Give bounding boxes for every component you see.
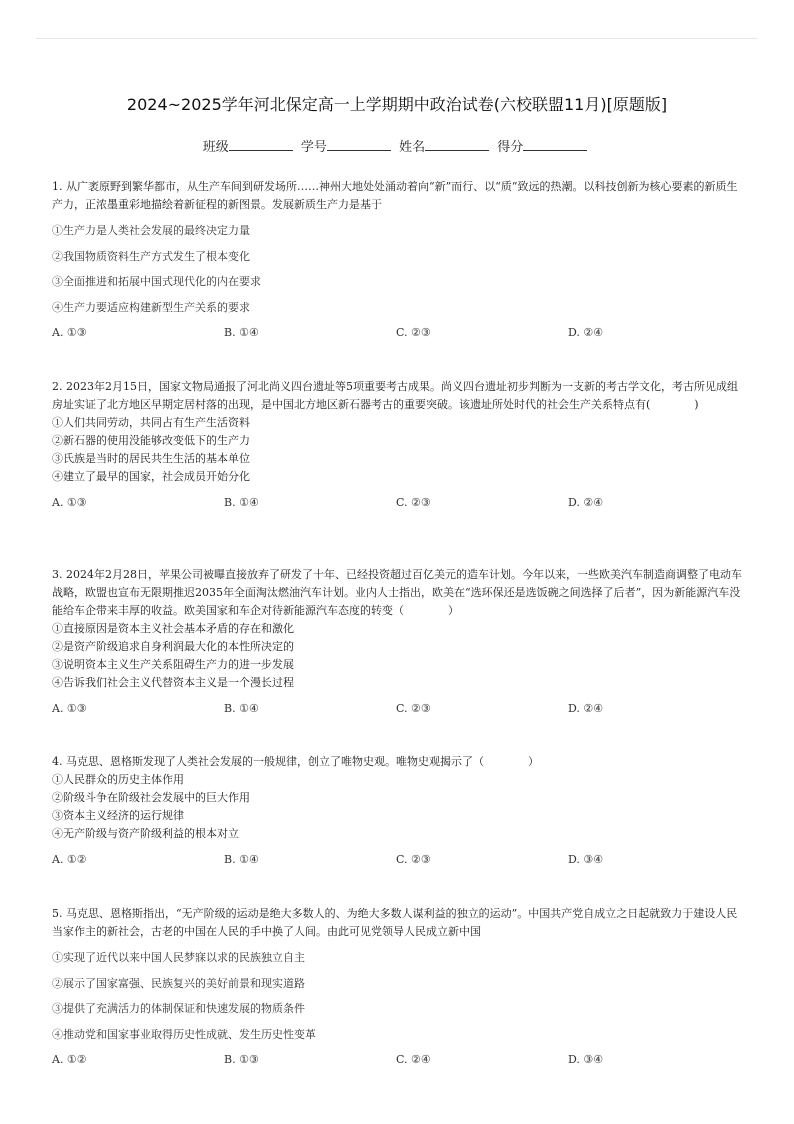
question-4 [52,753,742,869]
answer-choices [52,702,742,718]
option-1: ①直接原因是资本主义社会基本矛盾的存在和激化 [52,622,294,635]
answer-choices [52,496,742,512]
choice-d[interactable]: D. ②④ [568,496,604,509]
question-stem: 2. 2023年2月15日，国家文物局通报了河北尚义四台遗址等5项重要考古成果。尚义四台遗址初步判断为一支新的考古学文化，考古所见成组房址实证了北方地区早期定居村落的出现，是中国北方地区新石器考古的重要突破。该遗址所处时代的社会生产关系特点有( ) [52,380,738,411]
question-5 [52,905,742,1069]
answer-choices [52,326,742,342]
option-2: ②展示了国家富强、民族复兴的美好前景和现实道路 [52,976,305,990]
student-info-row [0,136,794,155]
answer-choices [52,853,742,869]
choice-b[interactable]: B. ①④ [224,702,259,715]
option-3: ③氏族是当时的居民共生生活的基本单位 [52,452,250,465]
choice-c[interactable]: C. ②③ [396,853,431,866]
page-title: 2024~2025学年河北保定高一上学期期中政治试卷(六校联盟11月)[原题版] [126,95,668,114]
option-1: ①人们共同劳动，共同占有生产生活资料 [52,416,250,429]
class-label: 班级 [202,140,229,155]
number-blank [327,138,391,151]
option-4: ④建立了最早的国家，社会成员开始分化 [52,470,250,483]
choice-b[interactable]: B. ①④ [224,326,259,340]
option-4: ④生产力要适应构建新型生产关系的要求 [52,300,250,314]
class-blank [229,138,293,151]
question-stem: 1. 从广袤原野到繁华都市，从生产车间到研发场所……神州大地处处涌动着向“新”而行、以“质”致远的热潮。以科技创新为核心要素的新质生产力，正浓墨重彩地描绘着新征程的新图景。发展新质生产力是基于 [52,180,738,211]
option-2: ②我国物质资料生产方式发生了根本变化 [52,249,250,263]
name-label: 姓名 [399,140,426,155]
option-4: ④推动党和国家事业取得历史性成就、发生历史性变革 [52,1027,316,1041]
answer-choices [52,1053,742,1069]
choice-b[interactable]: B. ①④ [224,853,259,866]
choice-a[interactable]: A. ①③ [52,702,87,715]
choice-a[interactable]: A. ①② [52,853,87,866]
question-1 [52,178,742,342]
choice-d[interactable]: D. ③④ [568,1053,604,1067]
choice-d[interactable]: D. ②④ [568,326,604,340]
choice-d[interactable]: D. ②④ [568,702,604,715]
option-3: ③说明资本主义生产关系阻碍生产力的进一步发展 [52,658,294,671]
option-2: ②新石器的使用没能够改变低下的生产力 [52,434,250,447]
question-2 [52,378,742,512]
choice-a[interactable]: A. ①③ [52,326,87,340]
question-stem: 5. 马克思、恩格斯指出，“无产阶级的运动是绝大多数人的、为绝大多数人谋利益的独立的运动”。中国共产党自成立之日起就致力于建设人民当家作主的新社会，古老的中国在人民的手中换了人间。由此可见党领导人民成立新中国 [52,907,738,938]
choice-c[interactable]: C. ②③ [396,496,431,509]
option-1: ①实现了近代以来中国人民梦寐以求的民族独立自主 [52,951,305,964]
option-1: ①人民群众的历史主体作用 [52,773,184,786]
choice-c[interactable]: C. ②③ [396,702,431,715]
question-stem: 3. 2024年2月28日，苹果公司被曝直接放弃了研发了十年、已经投资超过百亿美元的造车计划。今年以来，一些欧美汽车制造商调整了电动车战略，欧盟也宣布无限期推迟2035年全面淘汰燃油汽车计划。业内人士指出，欧美在“选环保还是选饭碗之间选择了后者”，因为新能源汽车没能给车企带来丰厚的收益。欧美国家和车企对待新能源汽车态度的转变（ ） [52,568,742,617]
choice-c[interactable]: C. ②③ [396,326,431,340]
score-blank [523,138,587,151]
name-blank [425,138,489,151]
option-2: ②是资产阶级追求自身利润最大化的本性所决定的 [52,640,294,653]
top-divider [36,38,758,39]
option-2: ②阶级斗争在阶级社会发展中的巨大作用 [52,791,250,804]
number-label: 学号 [300,140,327,155]
option-3: ③资本主义经济的运行规律 [52,809,184,822]
choice-a[interactable]: A. ①② [52,1053,87,1067]
question-stem: 4. 马克思、恩格斯发现了人类社会发展的一般规律，创立了唯物史观。唯物史观揭示了（ ） [52,755,539,768]
choice-a[interactable]: A. ①③ [52,496,87,509]
choice-b[interactable]: B. ①④ [224,496,259,509]
option-3: ③提供了充满活力的体制保证和快速发展的物质条件 [52,1002,305,1016]
choice-d[interactable]: D. ③④ [568,853,604,866]
option-1: ①生产力是人类社会发展的最终决定力量 [52,224,250,237]
score-label: 得分 [497,140,524,155]
option-4: ④告诉我们社会主义代替资本主义是一个漫长过程 [52,676,294,689]
choice-b[interactable]: B. ①③ [224,1053,259,1067]
choice-c[interactable]: C. ②④ [396,1053,431,1067]
option-3: ③全面推进和拓展中国式现代化的内在要求 [52,275,261,289]
option-4: ④无产阶级与资产阶级利益的根本对立 [52,827,239,840]
question-3 [52,566,742,718]
